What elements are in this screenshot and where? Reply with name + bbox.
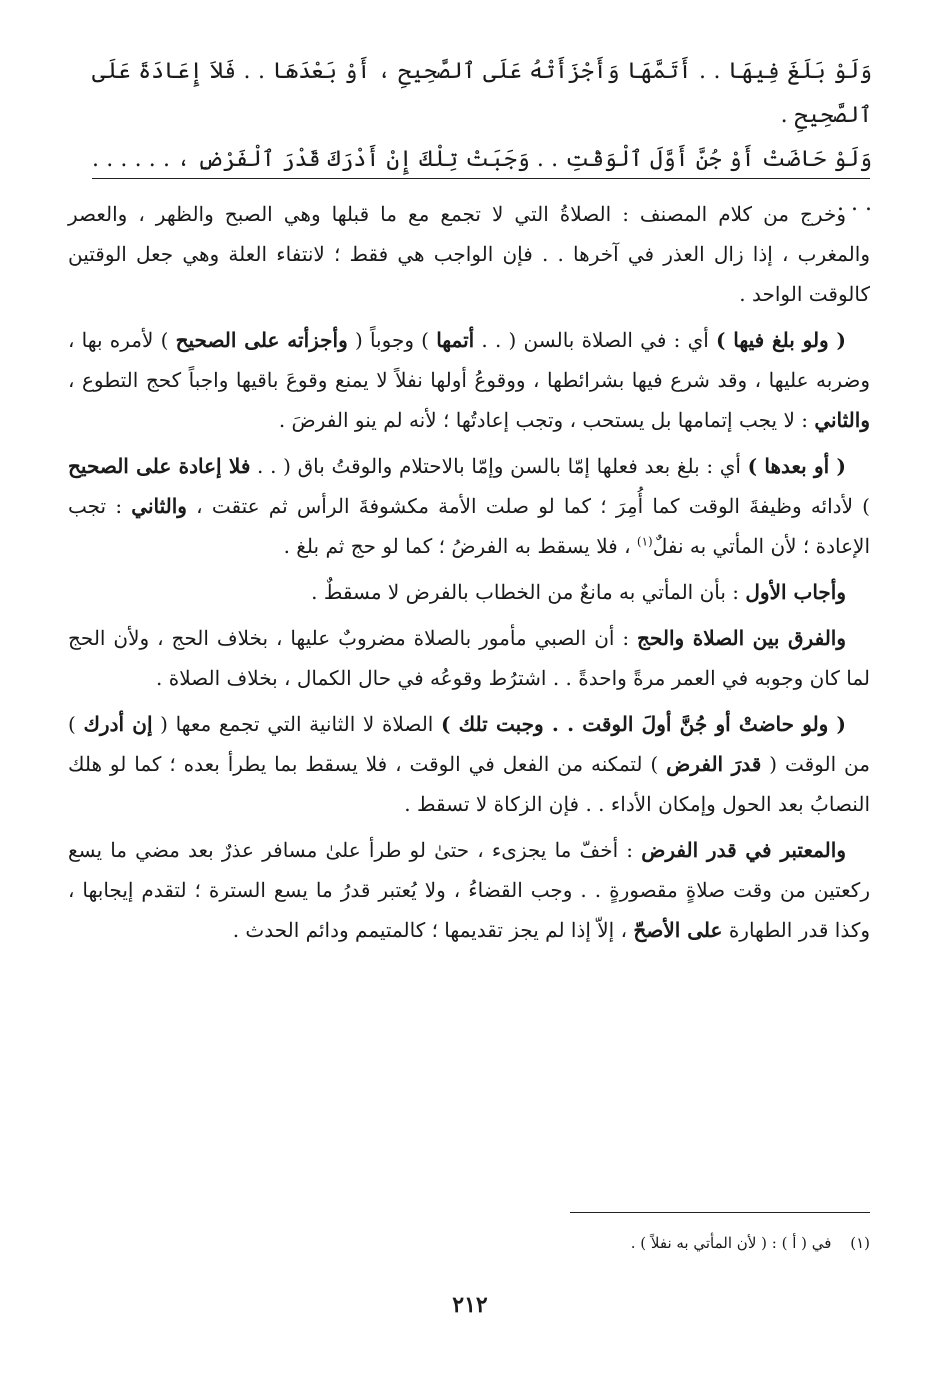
bold-quote: أتمها — [436, 328, 475, 352]
bold-quote: والثاني — [814, 408, 870, 432]
page-number: ٢١٢ — [452, 1292, 488, 1318]
text-run: ) وجوباً ( — [347, 328, 437, 352]
matn-line: وَلَوْ بَلَغَ فِيهَا . . أَتَمَّهَا وَأَجْزَأَتْهُ عَلَى ٱلصَّحِيحِ ، أَوْ بَعْدَهَا . . فَلاَ إِعَادَةَ عَلَى ٱلصَّحِيحِ . — [92, 59, 872, 128]
bold-quote: ( أو بعدها ) — [747, 454, 846, 478]
text-run: : أخفّ ما يجزىء ، حتىٰ لو طرأ علىٰ مسافر عذرٌ بعد مضي ما يسع ركعتين من وقت صلاةٍ مقصورةٍ . . وجب القضاءُ ، ولا يُعتبر قدرُ ما يسع السترة ؛ لتقدم إيجابها ، وكذا قدر الطهارة — [68, 838, 870, 942]
bold-quote: إن أدرك — [83, 712, 153, 736]
text-run: الصلاة لا الثانية التي تجمع معها ( — [152, 712, 441, 736]
text-run: وخرج من كلام المصنف : الصلاةُ التي لا تجمع مع ما قبلها وهي الصبح والظهر ، والعصر والمغرب ، إذا زال العذر في آخرها . . فإن الواجب هي فقط ؛ لانتفاء العلة وهي جعل الوقتين كالوقت الواحد . — [68, 202, 870, 306]
text-run: : بأن المأتي به مانعٌ من الخطاب بالفرض لا مسقطٌ . — [311, 580, 746, 604]
footnote-separator — [570, 1212, 870, 1213]
text-run: ) من الوقت ( — [68, 712, 870, 776]
commentary-paragraph — [68, 320, 870, 440]
footnote-ref: (١) — [636, 534, 653, 549]
bold-quote: والفرق بين الصلاة والحج — [637, 626, 846, 650]
bold-quote: فلا إعادة على الصحيح — [68, 454, 251, 478]
bold-quote: والثاني — [131, 494, 187, 518]
matn-line: وَلَوْ حَاضَتْ أَوْ جُنَّ أَوَّلَ ٱلْوَقْتِ . . وَجَبَتْ تِلْكَ إِنْ أَدْرَكَ قَدْرَ ٱلْفَرْضِ ، . . . . . . . . . — [92, 147, 872, 216]
commentary-paragraph — [68, 618, 870, 698]
footnote — [68, 1230, 870, 1256]
bold-quote: والمعتبر في قدر الفرض — [641, 838, 846, 862]
text-run: : تجب الإعادة ؛ لأن المأتي به نفلٌ — [68, 494, 870, 558]
commentary-paragraph — [68, 704, 870, 824]
text-run: ، فلا يسقط به الفرضُ ؛ كما لو حج ثم بلغ . — [283, 534, 637, 558]
bold-quote: ( ولو بلغ فيها ) — [715, 328, 846, 352]
text-run: ) لأدائه وظيفةَ الوقت كما أُمِرَ ؛ كما لو صلت الأمة مكشوفةَ الرأس ثم عتقت ، — [186, 494, 870, 518]
commentary-paragraph — [68, 572, 870, 612]
text-run: ) لتمكنه من الفعل في الوقت ، فلا يسقط بما يطرأ بعده ؛ كما لو هلك النصابُ بعد الحول وإمكان الأداء . . فإن الزكاة لا تسقط . — [68, 752, 870, 816]
text-run: ) لأمره بها ، وضربه عليها ، وقد شرع فيها بشرائطها ، ووقوعُ أولها نفلاً لا يمنع وقوعَ باقيها واجباً كحج التطوع ، — [68, 328, 870, 392]
bold-quote: وأجاب الأول — [745, 580, 846, 604]
text-run: أي : بلغ بعد فعلها إمّا بالسن وإمّا بالاحتلام والوقتُ باق ( . . — [250, 454, 748, 478]
text-run: : أن الصبي مأمور بالصلاة مضروبٌ عليها ، بخلاف الحج ، ولأن الحج لما كان وجوبه في العمر مرةً واحدةً . . اشترُط وقوعُه في حال الكمال ، بخلاف الصلاة . — [68, 626, 870, 690]
text-run: ، إلاّ إذا لم يجز تقديمها ؛ كالمتيمم ودائم الحدث . — [232, 918, 634, 942]
footnote-number: (١) — [850, 1234, 870, 1252]
commentary-paragraph — [68, 194, 870, 314]
footnote-text: في ( أ ) : ( لأن المأتي به نفلاً ) . — [630, 1234, 832, 1252]
text-run: أي : في الصلاة بالسن ( . . — [474, 328, 716, 352]
commentary-text — [68, 194, 870, 956]
bold-quote: على الأصحّ — [633, 918, 723, 942]
bold-quote: ( ولو حاضتْ أو جُنَّ أولَ الوقت . . وجبت تلك ) — [440, 712, 847, 736]
bold-quote: وأجزأته على الصحيح — [175, 328, 348, 352]
commentary-paragraph — [68, 830, 870, 950]
commentary-paragraph — [68, 446, 870, 566]
matn-separator — [92, 178, 870, 179]
text-run: : لا يجب إتمامها بل يستحب ، وتجب إعادتُها ؛ لأنه لم ينو الفرضَ . — [278, 408, 815, 432]
bold-quote: قدرَ الفرض — [666, 752, 762, 776]
